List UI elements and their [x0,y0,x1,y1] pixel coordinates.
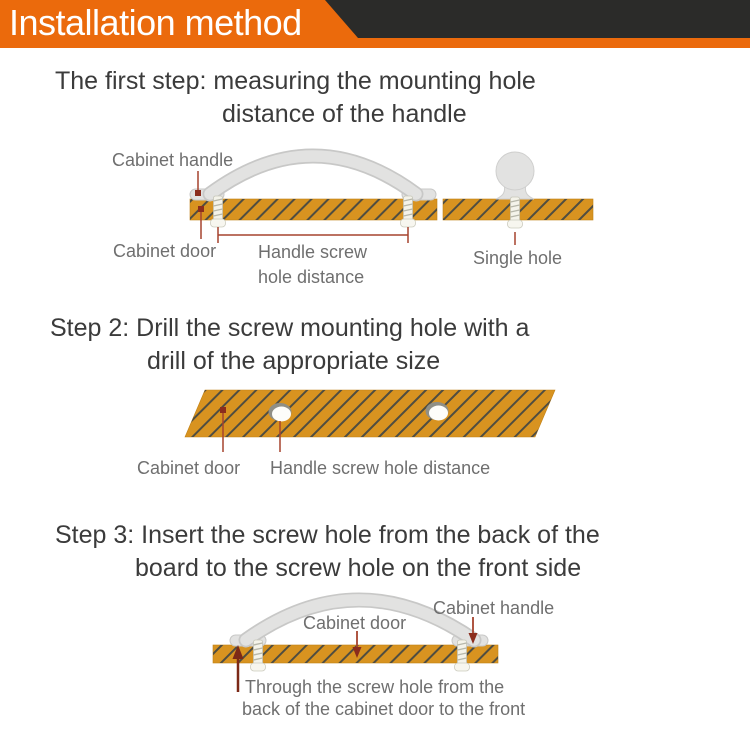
page-title: Installation method [9,2,302,43]
label-cabinet-door: Cabinet door [137,458,241,478]
note-line1: Through the screw hole from the [245,677,505,697]
marker-dot [195,190,201,196]
label-cabinet-handle: Cabinet handle [112,150,234,170]
knob [496,152,534,190]
step3-title-line1: Step 3: Insert the screw hole from the back of the [55,521,600,549]
marker-dot [198,206,204,212]
step2-title-line2: drill of the appropriate size [147,347,441,375]
marker-dot [220,407,226,413]
step2-title-line1: Step 2: Drill the screw mounting hole with a [50,314,530,342]
handle-arc [210,156,416,194]
label-single-hole: Single hole [473,248,563,268]
note-through-hole [242,676,526,720]
label-cabinet-door: Cabinet door [113,241,217,261]
label-screw-hole-distance: Handle screw hole distance [258,242,368,287]
label-cabinet-handle: Cabinet handle [433,598,555,618]
label-cabinet-door: Cabinet door [303,613,407,633]
board-hatch [190,199,437,220]
label-screw-hole-distance: Handle screw hole distance [270,458,491,478]
step1-title-line1: The first step: measuring the mounting hole [55,67,536,95]
board-hatch [185,390,555,437]
step1-title-line2: distance of the handle [222,100,467,128]
note-line2: back of the cabinet door to the front [242,699,526,719]
step3-title-line2: board to the screw hole on the front side [135,554,582,582]
